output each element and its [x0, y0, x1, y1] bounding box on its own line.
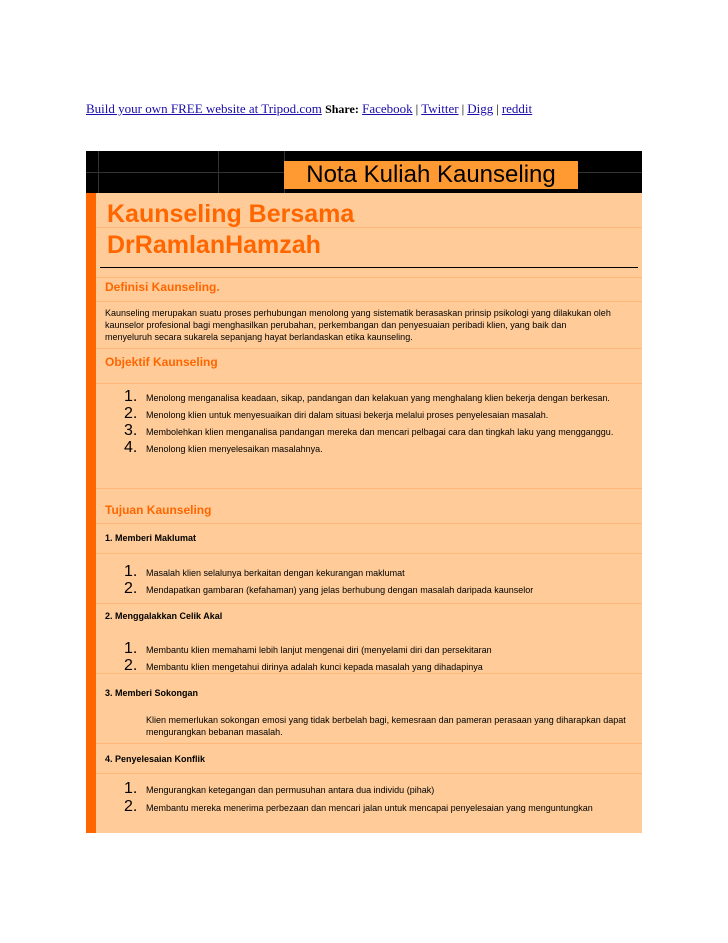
share-facebook-link[interactable]: Facebook: [362, 101, 413, 116]
row-divider: [96, 348, 642, 349]
row-divider: [96, 673, 642, 674]
row-divider: [96, 773, 642, 774]
share-twitter-link[interactable]: Twitter: [421, 101, 459, 116]
tripod-build-link[interactable]: Build your own FREE website at Tripod.com: [86, 101, 322, 116]
list-number: 2.: [124, 657, 138, 674]
list-text: Membolehkan klien menganalisa pandangan mereka dan mencari pelbagai cara dan tingkah laku yang mengganggu.: [146, 427, 614, 437]
row-divider: [96, 523, 642, 524]
separator: |: [415, 101, 419, 116]
list-text: Membantu klien mengetahui dirinya adalah kunci kepada masalah yang dihadapinya: [146, 662, 483, 672]
site-title: Nota Kuliah Kaunseling: [284, 161, 578, 189]
row-divider: [96, 301, 642, 302]
tujuan-subheading: 3. Memberi Sokongan: [105, 688, 199, 698]
list-number: 1.: [124, 640, 138, 657]
page-heading-line1: Kaunseling Bersama: [107, 200, 355, 228]
row-divider: [96, 743, 642, 744]
row-divider: [96, 603, 642, 604]
tripod-share-bar: [86, 101, 532, 117]
list-text: Mengurangkan ketegangan dan permusuhan antara dua individu (pihak): [146, 785, 435, 795]
list-text: Menolong klien menyelesaikan masalahnya.: [146, 444, 323, 454]
definisi-heading: Definisi Kaunseling.: [105, 280, 220, 294]
tujuan-subheading: 1. Memberi Maklumat: [105, 533, 197, 543]
separator: |: [496, 101, 499, 116]
list-number: 2.: [124, 580, 138, 597]
tujuan-subheading: 2. Menggalakkan Celik Akal: [105, 611, 223, 621]
share-digg-link[interactable]: Digg: [467, 101, 494, 116]
list-number: 1.: [124, 388, 138, 405]
row-divider: [96, 277, 642, 278]
sokongan-text: Klien memerlukan sokongan emosi yang tidak berbelah bagi, kemesraan dan pameran perasaan yang diharapkan dapat mengurangkan bebanan masalah.: [146, 715, 626, 737]
objektif-heading: Objektif Kaunseling: [105, 355, 218, 369]
heading-underline: [100, 267, 638, 268]
list-number: 2.: [124, 798, 138, 815]
page-heading: [107, 199, 354, 261]
row-divider: [96, 553, 642, 554]
definisi-text: Kaunseling merupakan suatu proses perhubungan menolong yang sistematik berasaskan prinsip psikologi yang dilakukan oleh kaunselor profesional bagi menghasilkan perubahan, perkembangan dan penyesuaian peribadi klien, yang baik dan menyeluruh secara sukarela sepanjang hayat berlandaskan etika kaunseling.: [105, 308, 611, 342]
list-number: 1.: [124, 780, 138, 797]
list-number: 2.: [124, 405, 138, 422]
site-banner: [86, 151, 642, 193]
share-label: Share:: [325, 102, 359, 116]
list-text: Menolong menganalisa keadaan, sikap, pandangan dan kelakuan yang menghalang klien bekerja dengan berkesan.: [146, 393, 610, 403]
list-number: 1.: [124, 563, 138, 580]
list-text: Membantu mereka menerima perbezaan dan mencari jalan untuk mencapai penyelesaian yang menguntungkan: [146, 803, 593, 813]
list-number: 4.: [124, 439, 138, 456]
tujuan-heading: Tujuan Kaunseling: [105, 503, 212, 517]
list-text: Membantu klien memahami lebih lanjut mengenai diri (menyelami diri dan persekitaran: [146, 645, 492, 655]
list-text: Masalah klien selalunya berkaitan dengan kekurangan maklumat: [146, 568, 405, 578]
tujuan-subheading: 4. Penyelesaian Konflik: [105, 754, 206, 764]
list-text: Mendapatkan gambaran (kefahaman) yang jelas berhubung dengan masalah daripada kaunselor: [146, 585, 534, 595]
list-number: 3.: [124, 422, 138, 439]
row-divider: [96, 383, 642, 384]
separator: |: [461, 101, 465, 116]
row-divider: [96, 488, 642, 489]
left-accent-stripe: [86, 193, 96, 833]
share-reddit-link[interactable]: reddit: [501, 101, 533, 116]
list-text: Menolong klien untuk menyesuaikan diri dalam situasi bekerja melalui proses penyelesaian masalah.: [146, 410, 549, 420]
page-heading-line2: DrRamlanHamzah: [107, 231, 321, 259]
